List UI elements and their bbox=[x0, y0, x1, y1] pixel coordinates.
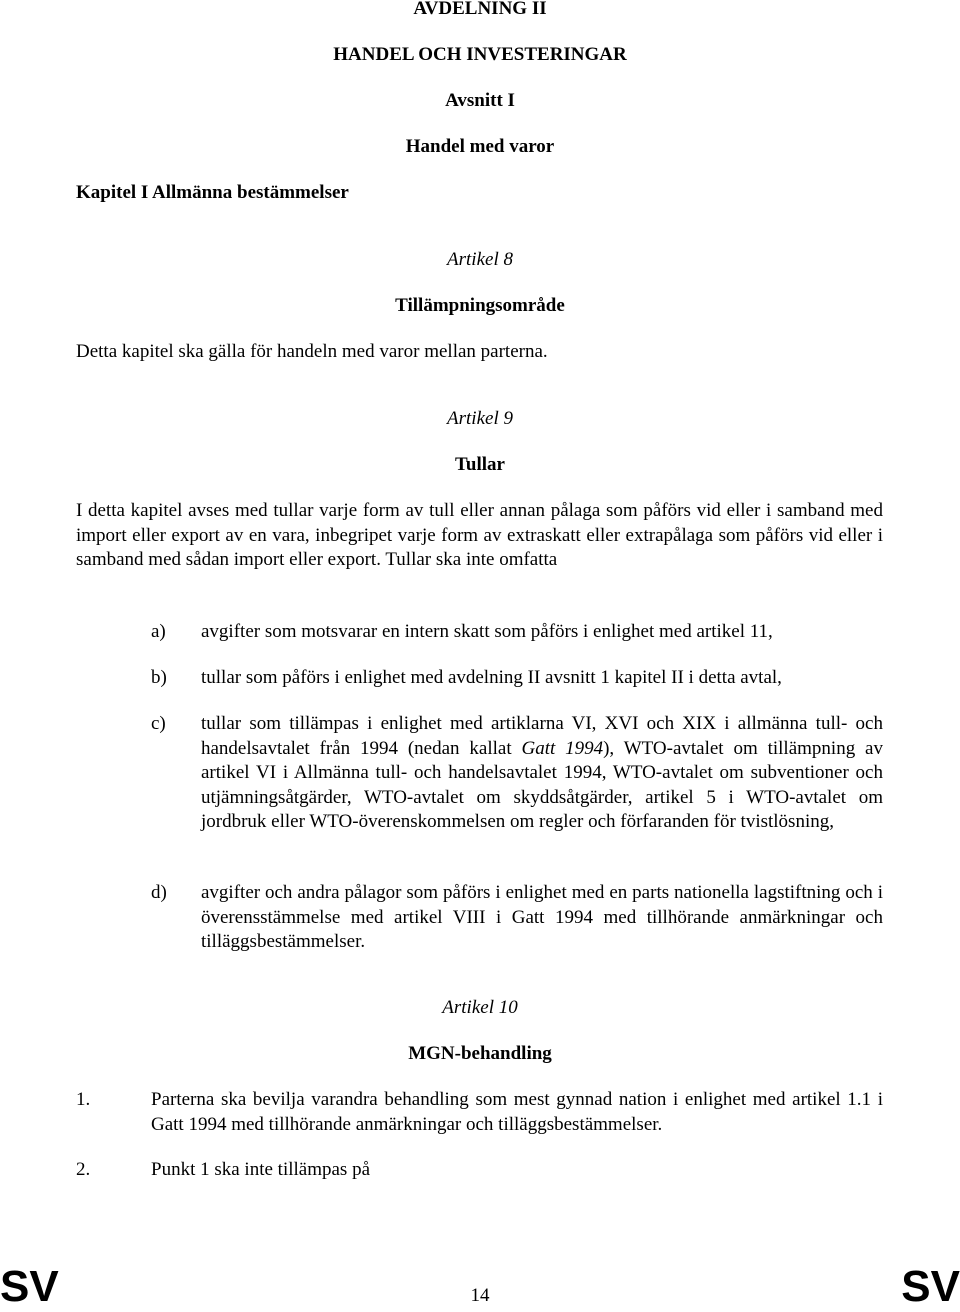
article-9-number: Artikel 9 bbox=[447, 408, 513, 429]
division-title: HANDEL OCH INVESTERINGAR bbox=[333, 44, 627, 65]
section-title: Handel med varor bbox=[405, 136, 555, 157]
division-heading: AVDELNING II bbox=[413, 0, 547, 19]
point-1-text: Parterna ska bevilja varandra behandling som mest gynnad nation i enlighet med artikel 1.1 i Gatt 1994 med tillhörande anmärkningar och tilläggsbestämmelser. bbox=[151, 1089, 883, 1135]
article-8-text: Detta kapitel ska gälla för handeln med varor mellan parterna. bbox=[76, 341, 548, 362]
item-c-text-part1: tullar som tillämpas i enlighet med artiklarna VI, XVI och XIX i allmänna tull- och handelsavtalet från 1994 (nedan kallat bbox=[201, 713, 883, 759]
item-c-label: c) bbox=[151, 713, 166, 734]
article-8-number: Artikel 8 bbox=[447, 249, 513, 270]
article-8-title: Tillämpningsområde bbox=[395, 295, 565, 316]
page-number: 14 bbox=[470, 1285, 490, 1306]
article-9-intro: I detta kapitel avses med tullar varje form av tull eller annan pålaga som påförs vid eller i samband med import eller export av en vara, inbegripet varje form av extraskatt eller extrapålaga som påförs vid eller i samband med sådan import eller export. Tullar ska inte omfatta bbox=[76, 500, 883, 570]
article-9-title: Tullar bbox=[455, 454, 505, 475]
point-2-label: 2. bbox=[76, 1159, 91, 1180]
language-code-left: SV bbox=[0, 1262, 59, 1311]
gatt-1994-term: Gatt 1994 bbox=[521, 737, 604, 759]
item-d-label: d) bbox=[151, 882, 167, 903]
article-10-title: MGN-behandling bbox=[408, 1043, 552, 1064]
language-code-right: SV bbox=[901, 1262, 960, 1311]
section-heading: Avsnitt I bbox=[445, 90, 515, 111]
item-c-text-part2: ), WTO-avtalet om tillämpning av artikel VI i Allmänna tull- och handelsavtalet 1994, WTO-avtalet om subventioner och utjämningsåtgärder, WTO-avtalet om skyddsåtgärder, artikel 5 i WTO-avtalet om jordbruk eller WTO-överenskommelsen om regler och förfaranden för tvistlösning, bbox=[201, 737, 883, 832]
item-c-text bbox=[201, 712, 883, 835]
item-b-text: tullar som påförs i enlighet med avdelning II avsnitt 1 kapitel II i detta avtal, bbox=[201, 667, 782, 688]
article-10-number: Artikel 10 bbox=[442, 997, 518, 1018]
item-a-label: a) bbox=[151, 621, 166, 642]
chapter-heading: Kapitel I Allmänna bestämmelser bbox=[76, 182, 349, 203]
item-a-text: avgifter som motsvarar en intern skatt som påförs i enlighet med artikel 11, bbox=[201, 621, 773, 642]
item-b-label: b) bbox=[151, 667, 167, 688]
point-1-label: 1. bbox=[76, 1089, 91, 1110]
item-d-text: avgifter och andra pålagor som påförs i enlighet med en parts nationella lagstiftning och i överensstämmelse med artikel VIII i Gatt 1994 med tillhörande anmärkningar och tilläggsbestämmelser. bbox=[201, 882, 883, 952]
point-2-text: Punkt 1 ska inte tillämpas på bbox=[151, 1159, 371, 1180]
